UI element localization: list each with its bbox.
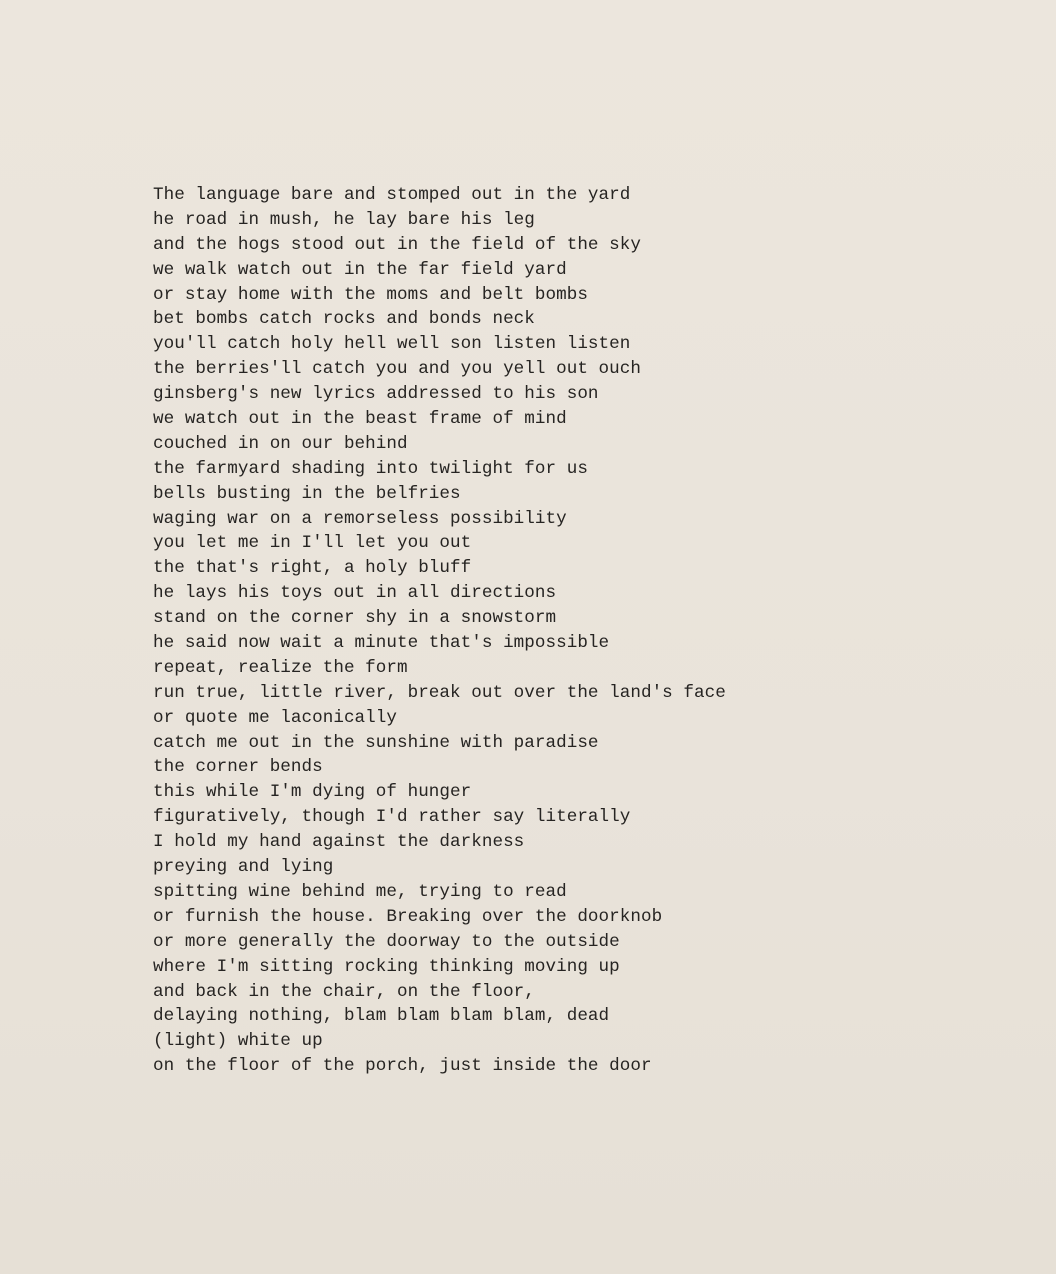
poem-line-32: where I'm sitting rocking thinking moving up: [153, 956, 620, 977]
poem-line-27: I hold my hand against the darkness: [153, 832, 525, 853]
poem-line-16: the that's right, a holy bluff: [153, 558, 472, 579]
poem-line-24: the corner bends: [153, 757, 323, 778]
poem-line-8: the berries'll catch you and you yell out ouch: [153, 359, 641, 380]
poem-line-5: or stay home with the moms and belt bombs: [153, 284, 588, 305]
poem-line-15: you let me in I'll let you out: [153, 533, 472, 554]
poem-line-12: the farmyard shading into twilight for us: [153, 458, 588, 479]
poem-line-1: The language bare and stomped out in the yard: [153, 185, 631, 205]
poem-line-3: and the hogs stood out in the field of the sky: [153, 234, 641, 255]
poem-line-25: this while I'm dying of hunger: [153, 782, 472, 803]
poem-line-6: bet bombs catch rocks and bonds neck: [153, 309, 535, 330]
poem-text: [153, 183, 726, 1079]
poem-line-10: we watch out in the beast frame of mind: [153, 409, 567, 430]
poem-line-9: ginsberg's new lyrics addressed to his son: [153, 384, 599, 405]
poem-line-36: on the floor of the porch, just inside the door: [153, 1056, 652, 1077]
poem-line-23: catch me out in the sunshine with paradise: [153, 732, 599, 753]
poem-line-4: we walk watch out in the far field yard: [153, 259, 567, 280]
poem-line-11: couched in on our behind: [153, 433, 408, 454]
poem-line-28: preying and lying: [153, 857, 334, 878]
poem-line-2: he road in mush, he lay bare his leg: [153, 209, 535, 230]
poem-line-14: waging war on a remorseless possibility: [153, 508, 567, 529]
poem-line-29: spitting wine behind me, trying to read: [153, 881, 567, 902]
poem-line-31: or more generally the doorway to the outside: [153, 931, 620, 952]
poem-line-20: repeat, realize the form: [153, 657, 408, 678]
poem-line-33: and back in the chair, on the floor,: [153, 981, 535, 1002]
poem-line-19: he said now wait a minute that's impossible: [153, 633, 610, 654]
poem-line-34: delaying nothing, blam blam blam blam, dead: [153, 1006, 610, 1027]
poem-line-7: you'll catch holy hell well son listen listen: [153, 334, 631, 355]
poem-line-22: or quote me laconically: [153, 707, 397, 728]
poem-line-13: bells busting in the belfries: [153, 483, 461, 504]
poem-line-18: stand on the corner shy in a snowstorm: [153, 608, 557, 629]
poem-line-35: (light) white up: [153, 1031, 323, 1052]
poem-line-26: figuratively, though I'd rather say literally: [153, 807, 631, 828]
poem-line-30: or furnish the house. Breaking over the doorknob: [153, 906, 663, 927]
poem-line-21: run true, little river, break out over the land's face: [153, 682, 726, 703]
poem-line-17: he lays his toys out in all directions: [153, 583, 557, 604]
